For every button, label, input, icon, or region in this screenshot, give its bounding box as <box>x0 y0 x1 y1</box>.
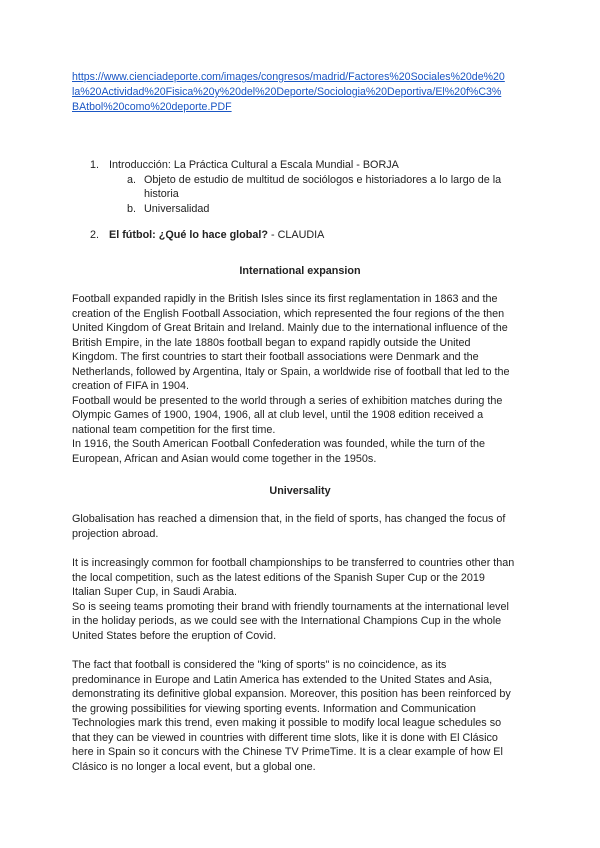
body-line: The fact that football is considered the "king of sports" is no coincidence, as its <box>72 659 447 671</box>
outline-item-text: Introducción: La Práctica Cultural a Escala Mundial - BORJA <box>109 159 399 171</box>
link-line-3[interactable]: BAtbol%20como%20deporte.PDF <box>72 101 232 113</box>
body-line: Netherlands, followed by Argentina, Italy or Spain, a worldwide rise of football that led to the <box>72 365 510 378</box>
outline-letter: b. <box>127 202 137 215</box>
body-line: here in Spain so it concurs with the Chinese TV PrimeTime. It is a clear example of how El <box>72 746 503 758</box>
body-line: Football expanded rapidly in the British Isles since its first reglamentation in 1863 and the <box>72 293 498 305</box>
body-line: Clásico is no longer a local event, but a global one. <box>72 760 316 773</box>
body-line: Italian Super Cup, in Saudi Arabia. <box>72 586 238 598</box>
body-line: the growing possibilities for viewing sporting events. Information and Communication <box>72 702 476 715</box>
body-line: In 1916, the South American Football Confederation was founded, while the turn of the <box>72 438 485 450</box>
body-line: Kingdom. The first countries to start their football associations were Denmark and the <box>72 351 479 363</box>
body-line: European, African and Asian would come together in the 1950s. <box>72 452 377 465</box>
body-line: So is seeing teams promoting their brand with friendly tournaments at the international level <box>72 600 509 613</box>
body-line: Olympic Games of 1900, 1904, 1906, all at club level, until the 1908 edition received a <box>72 409 484 421</box>
body-line: predominance in Europe and Latin America has extended to the United States and Asia, <box>72 673 493 686</box>
outline-list <box>72 158 532 243</box>
body-line: It is increasingly common for football championships to be transferred to countries other than <box>72 557 515 569</box>
body-line: demonstrating its definitive global expansion. Moreover, this position has been reinforced by <box>72 688 511 700</box>
link-line-1[interactable]: https://www.cienciadeporte.com/images/congresos/madrid/Factores%20Sociales%20de%20 <box>72 71 505 83</box>
body-line: British Empire, in the late 1880s football began to expand rapidly outside the United <box>72 336 471 349</box>
body-line: projection abroad. <box>72 527 159 540</box>
link-line-2[interactable]: la%20Actividad%20Fisica%20y%20del%20Deporte/Sociologia%20Deportiva/El%20f%C3% <box>72 86 502 98</box>
outline-item-rest: - CLAUDIA <box>267 229 325 241</box>
outline-item-2 <box>72 228 532 243</box>
outline-item-bold: El fútbol: ¿Qué lo hace global? <box>109 229 268 241</box>
source-link[interactable] <box>72 70 532 115</box>
section-heading-universality: Universality <box>269 485 331 497</box>
subitem-line: Universalidad <box>144 202 210 215</box>
body-line: Globalisation has reached a dimension that, in the field of sports, has changed the focus of <box>72 513 506 525</box>
body-line: in the holiday periods, as we could see with the International Champions Cup in the whole <box>72 615 502 627</box>
outline-item-1 <box>72 158 532 173</box>
body-line: United Kingdom of Great Britain and Ireland. Mainly due to the international influence of the <box>72 322 508 334</box>
body-line: the local competition, such as the latest editions of the Spanish Super Cup or the 2019 <box>72 571 485 584</box>
body-line: creation of the English Football Association, which represented the four regions of the then <box>72 307 505 320</box>
outline-number: 1. <box>90 159 100 171</box>
subitem-line: historia <box>144 188 179 200</box>
international-body <box>72 292 532 466</box>
body-line: Football would be presented to the world through a series of exhibition matches during the <box>72 394 503 407</box>
outline-subitem-a <box>72 173 532 202</box>
outline-subitem-b <box>72 202 532 217</box>
universality-body <box>72 512 532 774</box>
outline-letter: a. <box>127 173 137 186</box>
body-line: creation of FIFA in 1904. <box>72 380 190 392</box>
body-line: Technologies mark this trend, even making it possible to modify local league schedules so <box>72 717 502 729</box>
body-line: United States before the eruption of Covid. <box>72 629 277 642</box>
outline-number: 2. <box>90 229 100 241</box>
body-line: national team competition for the first time. <box>72 423 276 436</box>
body-line: that they can be viewed in countries with different time slots, like it is done with El Clásico <box>72 731 498 744</box>
subitem-line: Objeto de estudio de multitud de sociólogos e historiadores a lo largo de la <box>144 173 502 186</box>
section-heading-international: International expansion <box>239 265 361 277</box>
